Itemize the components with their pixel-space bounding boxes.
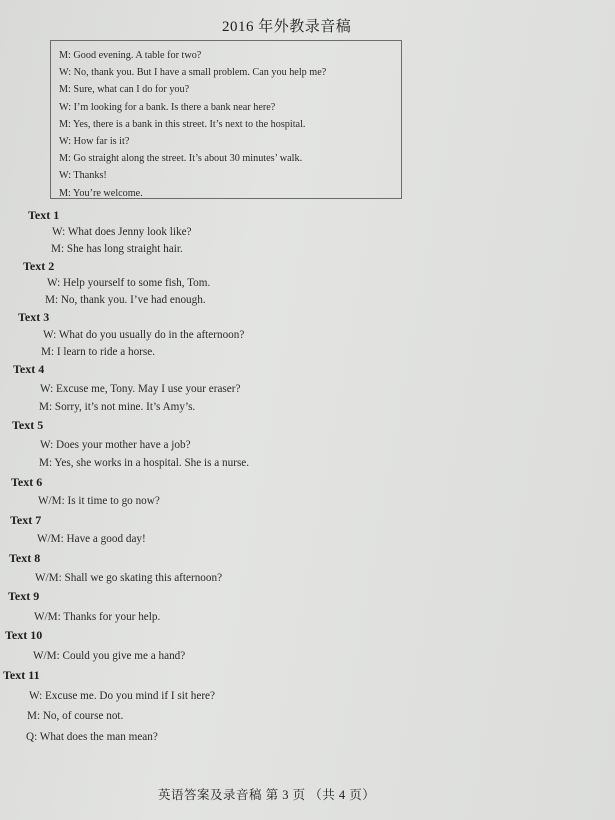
dialog-line: W/M: Thanks for your help. [34,611,161,623]
page-footer: 英语答案及录音稿 第 3 页 （共 4 页） [158,788,376,802]
dialog-line: W: What does Jenny look like? [52,226,192,238]
dialog-line: M: Sure, what can I do for you? [59,84,190,96]
text-heading: Text 5 [12,418,44,432]
dialog-line: M: Yes, there is a bank in this street. It’s next to the hospital. [59,118,306,130]
dialog-line: M: No, of course not. [27,710,124,722]
dialog-line: W/M: Have a good day! [37,533,146,545]
dialog-line: W: What do you usually do in the afternoon? [43,329,245,341]
dialog-line: M: She has long straight hair. [51,243,183,255]
dialog-line: M: Go straight along the street. It’s about 30 minutes’ walk. [59,153,303,165]
text-heading: Text 9 [8,589,40,603]
dialog-line: Q: What does the man mean? [26,731,158,743]
dialog-line: M: You’re welcome. [59,187,143,199]
dialog-line: W: How far is it? [59,135,130,147]
dialog-line: W/M: Is it time to go now? [38,495,160,507]
text-heading: Text 3 [18,310,50,324]
dialog-line: W: No, thank you. But I have a small problem. Can you help me? [59,67,327,79]
dialog-line: W: Thanks! [59,170,107,182]
text-heading: Text 4 [13,362,45,376]
text-heading: Text 10 [5,628,43,642]
dialog-line: W: I’m looking for a bank. Is there a bank near here? [59,101,276,113]
boxed-dialog [50,40,402,199]
dialog-line: W/M: Could you give me a hand? [33,650,186,662]
text-heading: Text 6 [11,475,43,489]
dialog-line: M: I learn to ride a horse. [41,346,156,358]
dialog-line: M: Sorry, it’s not mine. It’s Amy’s. [39,401,196,413]
text-heading: Text 8 [9,551,41,565]
dialog-line: M: No, thank you. I’ve had enough. [45,294,206,306]
dialog-line: W: Does your mother have a job? [40,439,191,451]
text-heading: Text 7 [10,513,42,527]
dialog-line: W: Excuse me, Tony. May I use your eraser? [40,383,241,395]
text-heading: Text 2 [23,259,55,273]
text-heading: Text 11 [3,668,40,682]
dialog-line: W: Help yourself to some fish, Tom. [47,277,211,289]
dialog-line: W/M: Shall we go skating this afternoon? [35,572,223,584]
dialog-line: W: Excuse me. Do you mind if I sit here? [29,690,215,702]
text-heading: Text 1 [28,208,60,222]
dialog-line: M: Good evening. A table for two? [59,50,202,61]
page-title: 2016 年外教录音稿 [222,19,352,35]
dialog-line: M: Yes, she works in a hospital. She is a nurse. [39,457,250,469]
